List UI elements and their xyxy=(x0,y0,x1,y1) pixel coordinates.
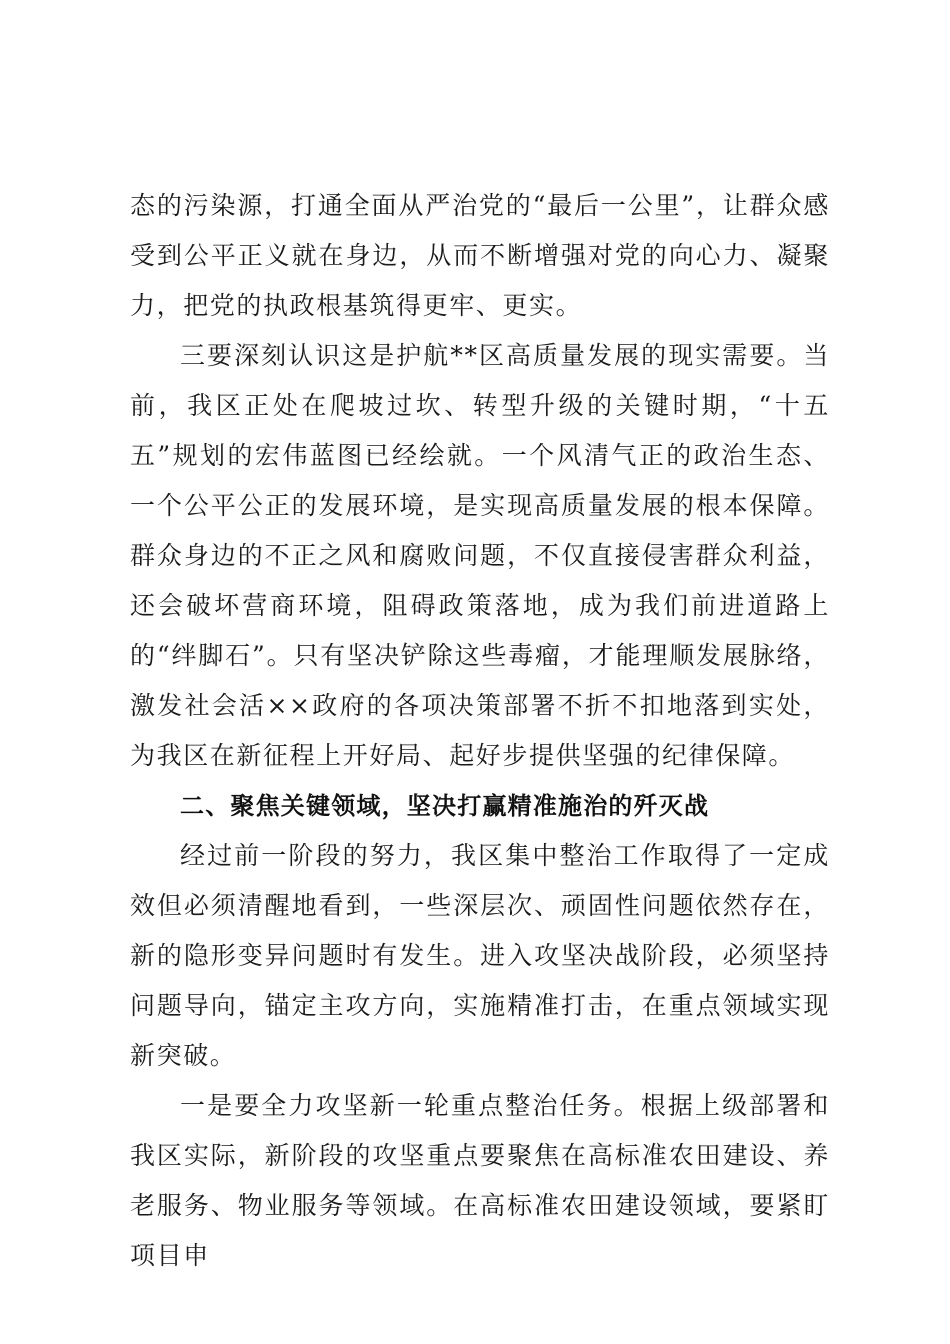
paragraph-continued: 态的污染源，打通全面从严治党的“最后一公里”，让群众感受到公平正义就在身边，从而不断增强对党的向心力、凝聚力，把党的执政根基筑得更牢、更实。 xyxy=(130,191,830,320)
paragraph-section-intro: 经过前一阶段的努力，我区集中整治工作取得了一定成效但必须清醒地看到，一些深层次、顽固性问题依然存在，新的隐形变异问题时有发生。进入攻坚决战阶段，必须坚持问题导向，锚定主攻方向，实施精准打击，在重点领域实现新突破。 xyxy=(130,841,830,1070)
paragraph-first-point: 一是要全力攻坚新一轮重点整治任务。根据上级部署和我区实际，新阶段的攻坚重点要聚焦在高标准农田建设、养老服务、物业服务等领域。在高标准农田建设领域，要紧盯项目申 xyxy=(130,1091,830,1270)
section-heading: 二、聚焦关键领域，坚决打赢精准施治的歼灭战 xyxy=(180,792,710,820)
document-body xyxy=(130,181,830,1281)
paragraph-third-point: 三要深刻认识这是护航**区高质量发展的现实需要。当前，我区正处在爬坡过坎、转型升级的关键时期，“十五五”规划的宏伟蓝图已经绘就。一个风清气正的政治生态、一个公平公正的发展环境，是实现高质量发展的根本保障。群众身边的不正之风和腐败问题，不仅直接侵害群众利益，还会破坏营商环境，阻碍政策落地，成为我们前进道路上的“绊脚石”。只有坚决铲除这些毒瘤，才能理顺发展脉络，激发社会活××政府的各项决策部署不折不扣地落到实处，为我区在新征程上开好局、起好步提供坚强的纪律保障。 xyxy=(130,341,830,770)
